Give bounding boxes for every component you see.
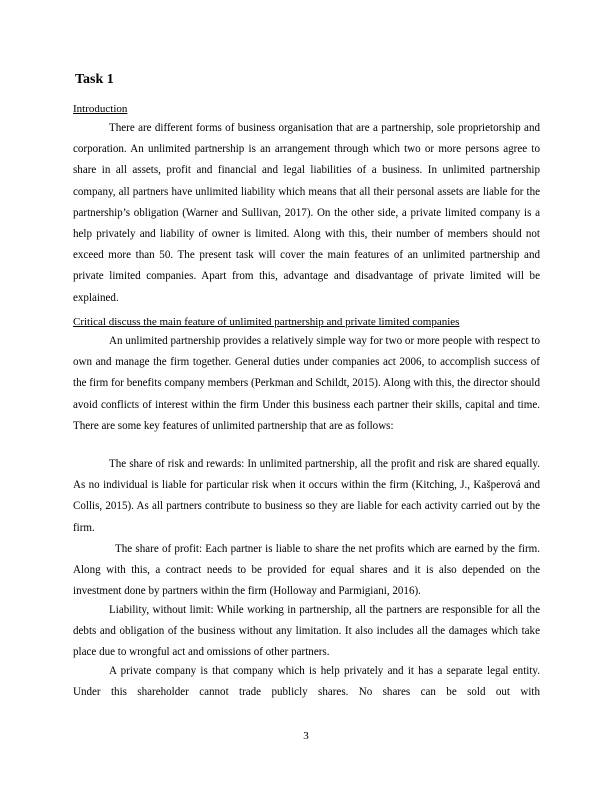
share-of-risk-paragraph: The share of risk and rewards: In unlimited partnership, all the profit and risk are shared equally. As no individual is liable for particular risk when it occurs within the firm (Kitching, J., Kašperová and Collis, 2015). As all partners contribute to business so they are liable for each activity carried out by the firm. bbox=[73, 458, 540, 534]
critical-discussion-heading: Critical discuss the main feature of unlimited partnership and private limited companies bbox=[73, 316, 460, 328]
share-of-profit-paragraph: The share of profit: Each partner is liable to share the net profits which are earned by the firm. Along with this, a contract needs to be provided for equal shares and it is also depended on the investment done by partners within the firm (Holloway and Parmigiani, 2016). bbox=[73, 543, 540, 598]
page-number: 3 bbox=[303, 730, 309, 742]
liability-paragraph: Liability, without limit: While working in partnership, all the partners are responsible for all the debts and obligation of the business without any limitation. It also includes all the damages which take place due to wrongful act and omissions of other partners. bbox=[73, 604, 540, 659]
unlimited-partnership-paragraph: An unlimited partnership provides a relatively simple way for two or more people with respect to own and manage the firm together. General duties under companies act 2006, to accomplish success of the firm for benefits company members (Perkman and Schildt, 2015). Along with this, the director should avoid conflicts of interest within the firm Under this business each partner their skills, capital and time. There are some key features of unlimited partnership that are as follows: bbox=[73, 335, 540, 432]
introduction-heading: Introduction bbox=[73, 103, 128, 115]
introduction-paragraph: There are different forms of business organisation that are a partnership, sole proprietorship and corporation. An unlimited partnership is an arrangement through which two or more persons agree to share in all assets, profit and financial and legal liabilities of a business. In unlimited partnership company, all partners have unlimited liability which means that all their personal assets are liable for the partnership’s obligation (Warner and Sullivan, 2017). On the other side, a private limited company is a help privately and liability of owner is limited. Along with this, their number of members should not exceed more than 50. The present task will cover the main features of an unlimited partnership and private limited companies. Apart from this, advantage and disadvantage of private limited will be explained. bbox=[73, 122, 540, 304]
task-title: Task 1 bbox=[75, 72, 114, 87]
private-company-paragraph: A private company is that company which is help privately and it has a separate legal entity. Under this shareholder cannot trade publicly shares. No shares can be sold out with bbox=[73, 665, 540, 699]
